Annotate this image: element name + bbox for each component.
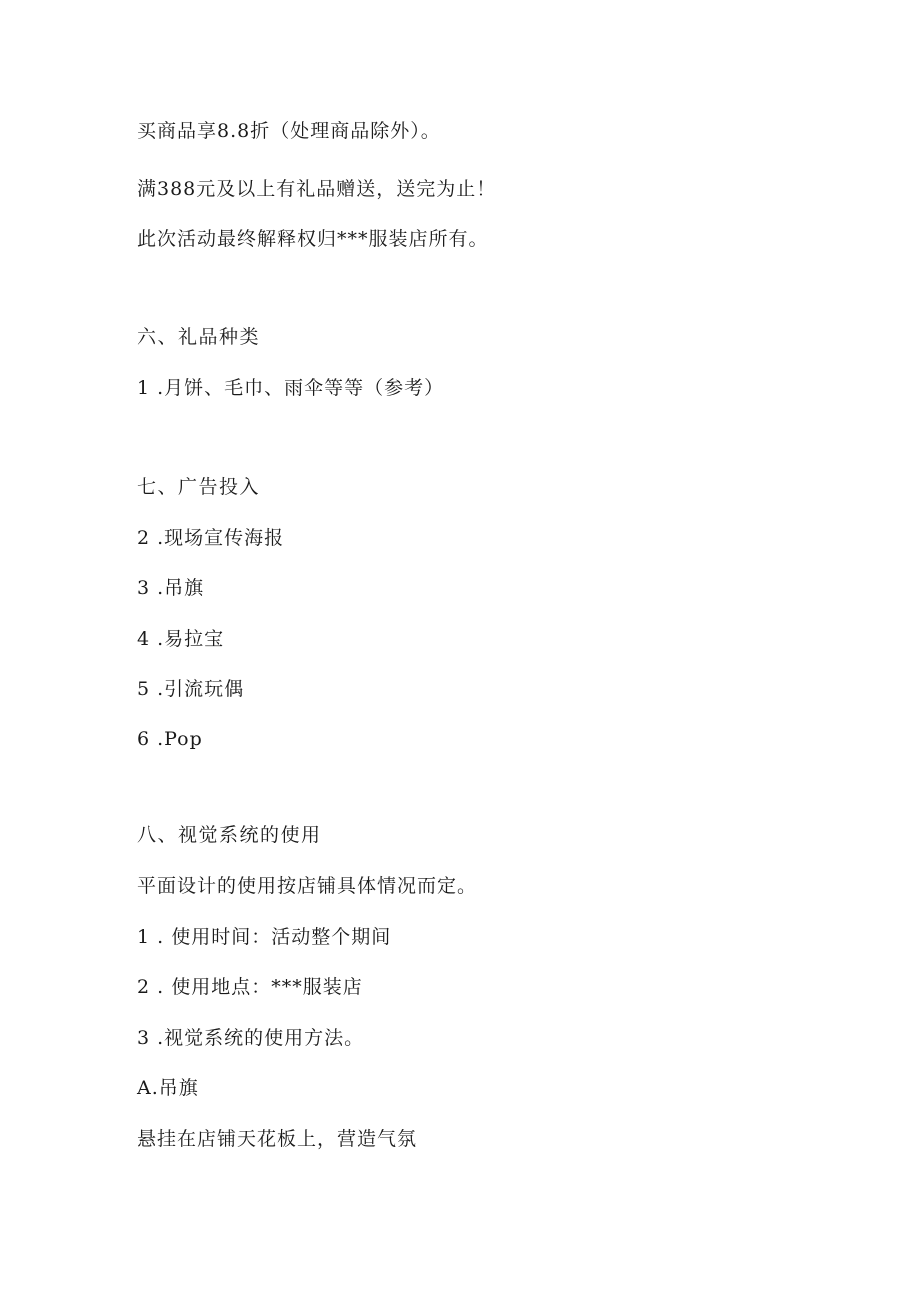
section-heading-visual-system: 八、视觉系统的使用 <box>137 824 322 846</box>
paragraph-text: 平面设计的使用按店铺具体情况而定。 <box>137 875 478 897</box>
list-item: 3 .吊旗 <box>137 577 205 599</box>
list-item: 1 . 使用时间：活动整个期间 <box>137 926 392 948</box>
list-item: 3 .视觉系统的使用方法。 <box>137 1027 365 1049</box>
list-item: 5 .引流玩偶 <box>137 678 245 700</box>
gift-threshold-text: 满388元及以上有礼品赠送，送完为止！ <box>137 178 497 200</box>
sub-heading-hanging-flag: A.吊旗 <box>137 1077 199 1099</box>
discount-text: 买商品享8.8折（处理商品除外）。 <box>137 120 441 142</box>
paragraph-text: 悬挂在店铺天花板上，营造气氛 <box>137 1128 418 1150</box>
list-item: 2 . 使用地点：***服装店 <box>137 976 363 998</box>
list-item: 2 .现场宣传海报 <box>137 527 285 549</box>
list-item: 1 .月饼、毛巾、雨伞等等（参考） <box>137 377 445 399</box>
list-item: 4 .易拉宝 <box>137 628 225 650</box>
interpretation-rights-text: 此次活动最终解释权归***服装店所有。 <box>137 228 489 250</box>
list-item: 6 .Pop <box>137 728 203 750</box>
section-heading-gift-types: 六、礼品种类 <box>137 326 261 348</box>
section-heading-advertising: 七、广告投入 <box>137 476 261 498</box>
